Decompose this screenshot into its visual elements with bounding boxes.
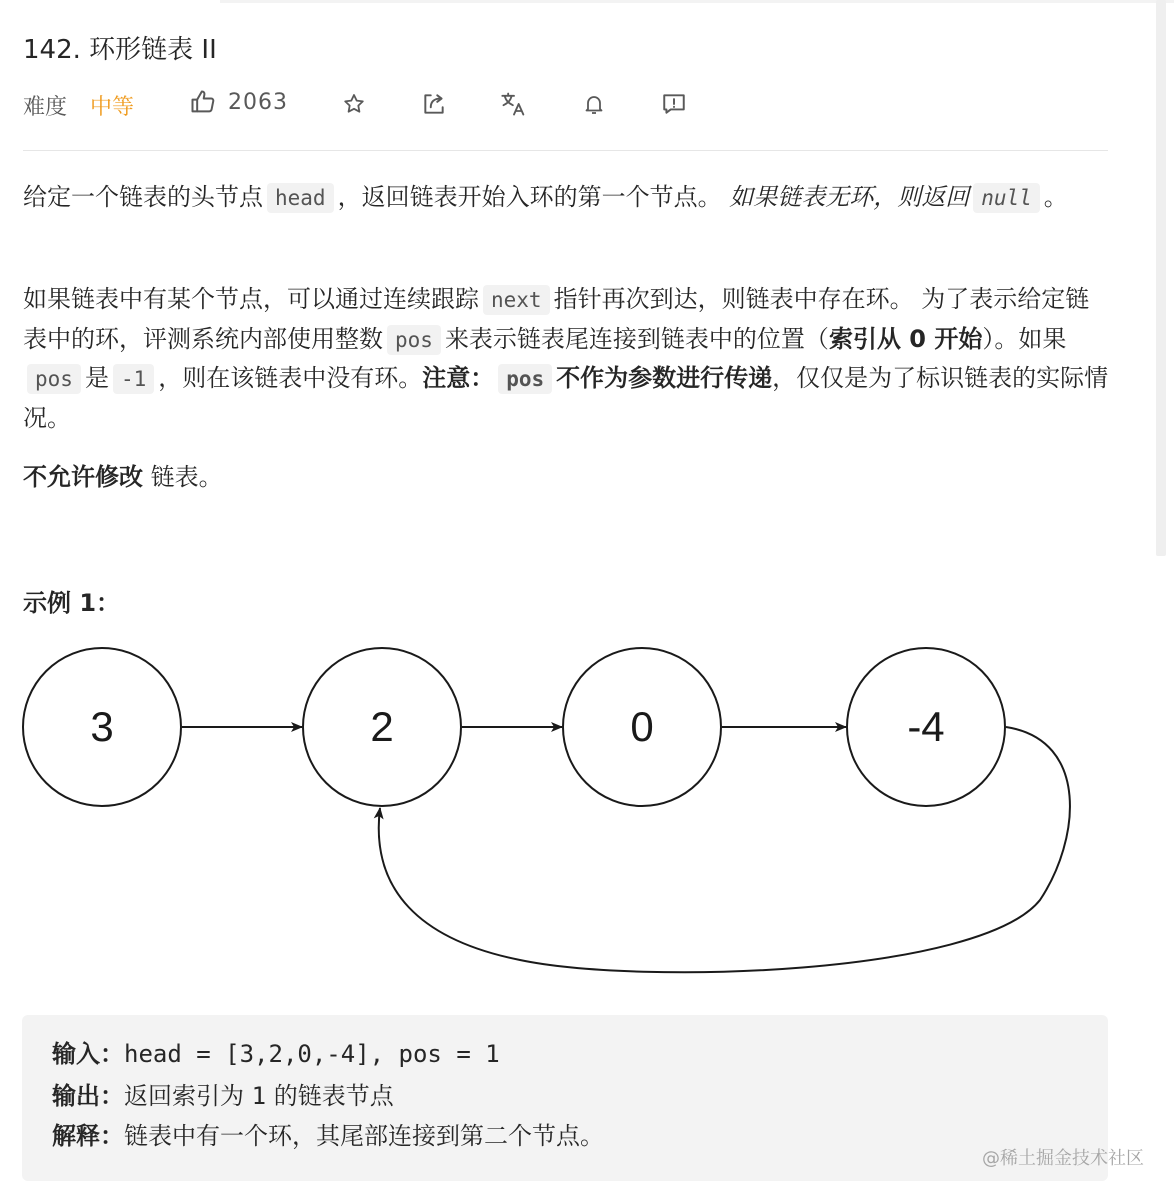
desc-text: 给定一个链表的头节点 xyxy=(23,183,263,211)
input-value: head = [3,2,0,-4], pos = 1 xyxy=(124,1040,500,1068)
node-label: -4 xyxy=(907,703,945,750)
output-code: 1 xyxy=(251,1082,267,1110)
linked-list-diagram xyxy=(0,640,1174,1000)
desc-text: ，返回链表开始入环的第一个节点。 xyxy=(337,183,722,211)
desc-text: ，则在该链表中没有环。 xyxy=(158,364,423,392)
example-input-line xyxy=(52,1037,500,1071)
desc-italic: 如果链表无环，则返回 xyxy=(729,183,970,211)
feedback-icon[interactable] xyxy=(660,90,688,118)
description-paragraph-2 xyxy=(23,280,1113,437)
explain-value: 链表中有一个环，其尾部连接到第二个节点。 xyxy=(124,1122,604,1150)
desc-text: ，仅仅是为了标识链表的实际情况。 xyxy=(23,364,1109,432)
difficulty-value: 中等 xyxy=(90,95,135,120)
example-title: 示例 1： xyxy=(23,589,121,617)
example-explain-line xyxy=(52,1119,604,1153)
problem-meta-bar xyxy=(23,84,723,126)
output-post: 的链表节点 xyxy=(273,1082,394,1110)
code-pos: pos xyxy=(387,325,441,355)
output-label: 输出： xyxy=(52,1082,124,1110)
code-minus-one: -1 xyxy=(113,364,154,394)
desc-text: ）。如果 xyxy=(982,324,1067,353)
share-icon[interactable] xyxy=(420,90,448,118)
watermark: @稀土掘金技术社区 xyxy=(982,1148,1144,1169)
desc-text: 来表示链表尾连接到链表中的位置（ xyxy=(444,324,829,353)
code-pos: pos xyxy=(27,364,81,394)
desc-text: 。 xyxy=(1043,183,1068,211)
bell-icon[interactable] xyxy=(580,90,608,118)
node-label: 2 xyxy=(370,703,394,750)
desc-bold: 索引从 0 开始 xyxy=(828,324,983,353)
desc-text: 链表。 xyxy=(143,463,223,491)
example-io-box xyxy=(22,1015,1108,1181)
desc-text: 是 xyxy=(84,364,109,392)
desc-text: 指针再次到达，则链表中存在环。 为了表示给定链表中的环，评测系统内部使用整数 xyxy=(23,285,1090,353)
node-label: 3 xyxy=(90,703,114,750)
code-null: null xyxy=(973,183,1040,213)
node-label: 0 xyxy=(630,703,654,750)
code-next: next xyxy=(483,285,550,315)
input-label: 输入： xyxy=(52,1040,124,1068)
like-count: 2063 xyxy=(228,90,288,115)
description-paragraph-1 xyxy=(23,178,1113,218)
explain-label: 解释： xyxy=(52,1122,124,1150)
desc-bold: 不允许修改 xyxy=(23,463,143,491)
problem-title: 142. 环形链表 II xyxy=(23,35,217,65)
desc-bold: 不作为参数进行传递 xyxy=(556,364,773,392)
code-pos-bold: pos xyxy=(498,364,552,394)
example-output-line xyxy=(52,1079,394,1113)
difficulty-label: 难度 xyxy=(23,95,68,120)
description-paragraph-3 xyxy=(23,458,1113,497)
star-icon[interactable] xyxy=(340,90,368,118)
desc-text: 如果链表中有某个节点，可以通过连续跟踪 xyxy=(23,285,479,313)
top-strip xyxy=(220,0,1174,3)
scrollbar[interactable] xyxy=(1156,0,1166,556)
thumbs-up-icon[interactable] xyxy=(189,88,217,116)
output-pre: 返回索引为 xyxy=(124,1082,244,1110)
desc-bold: 注意： xyxy=(422,364,495,392)
translate-icon[interactable] xyxy=(500,90,528,118)
header-divider xyxy=(23,150,1108,151)
code-head: head xyxy=(267,183,334,213)
